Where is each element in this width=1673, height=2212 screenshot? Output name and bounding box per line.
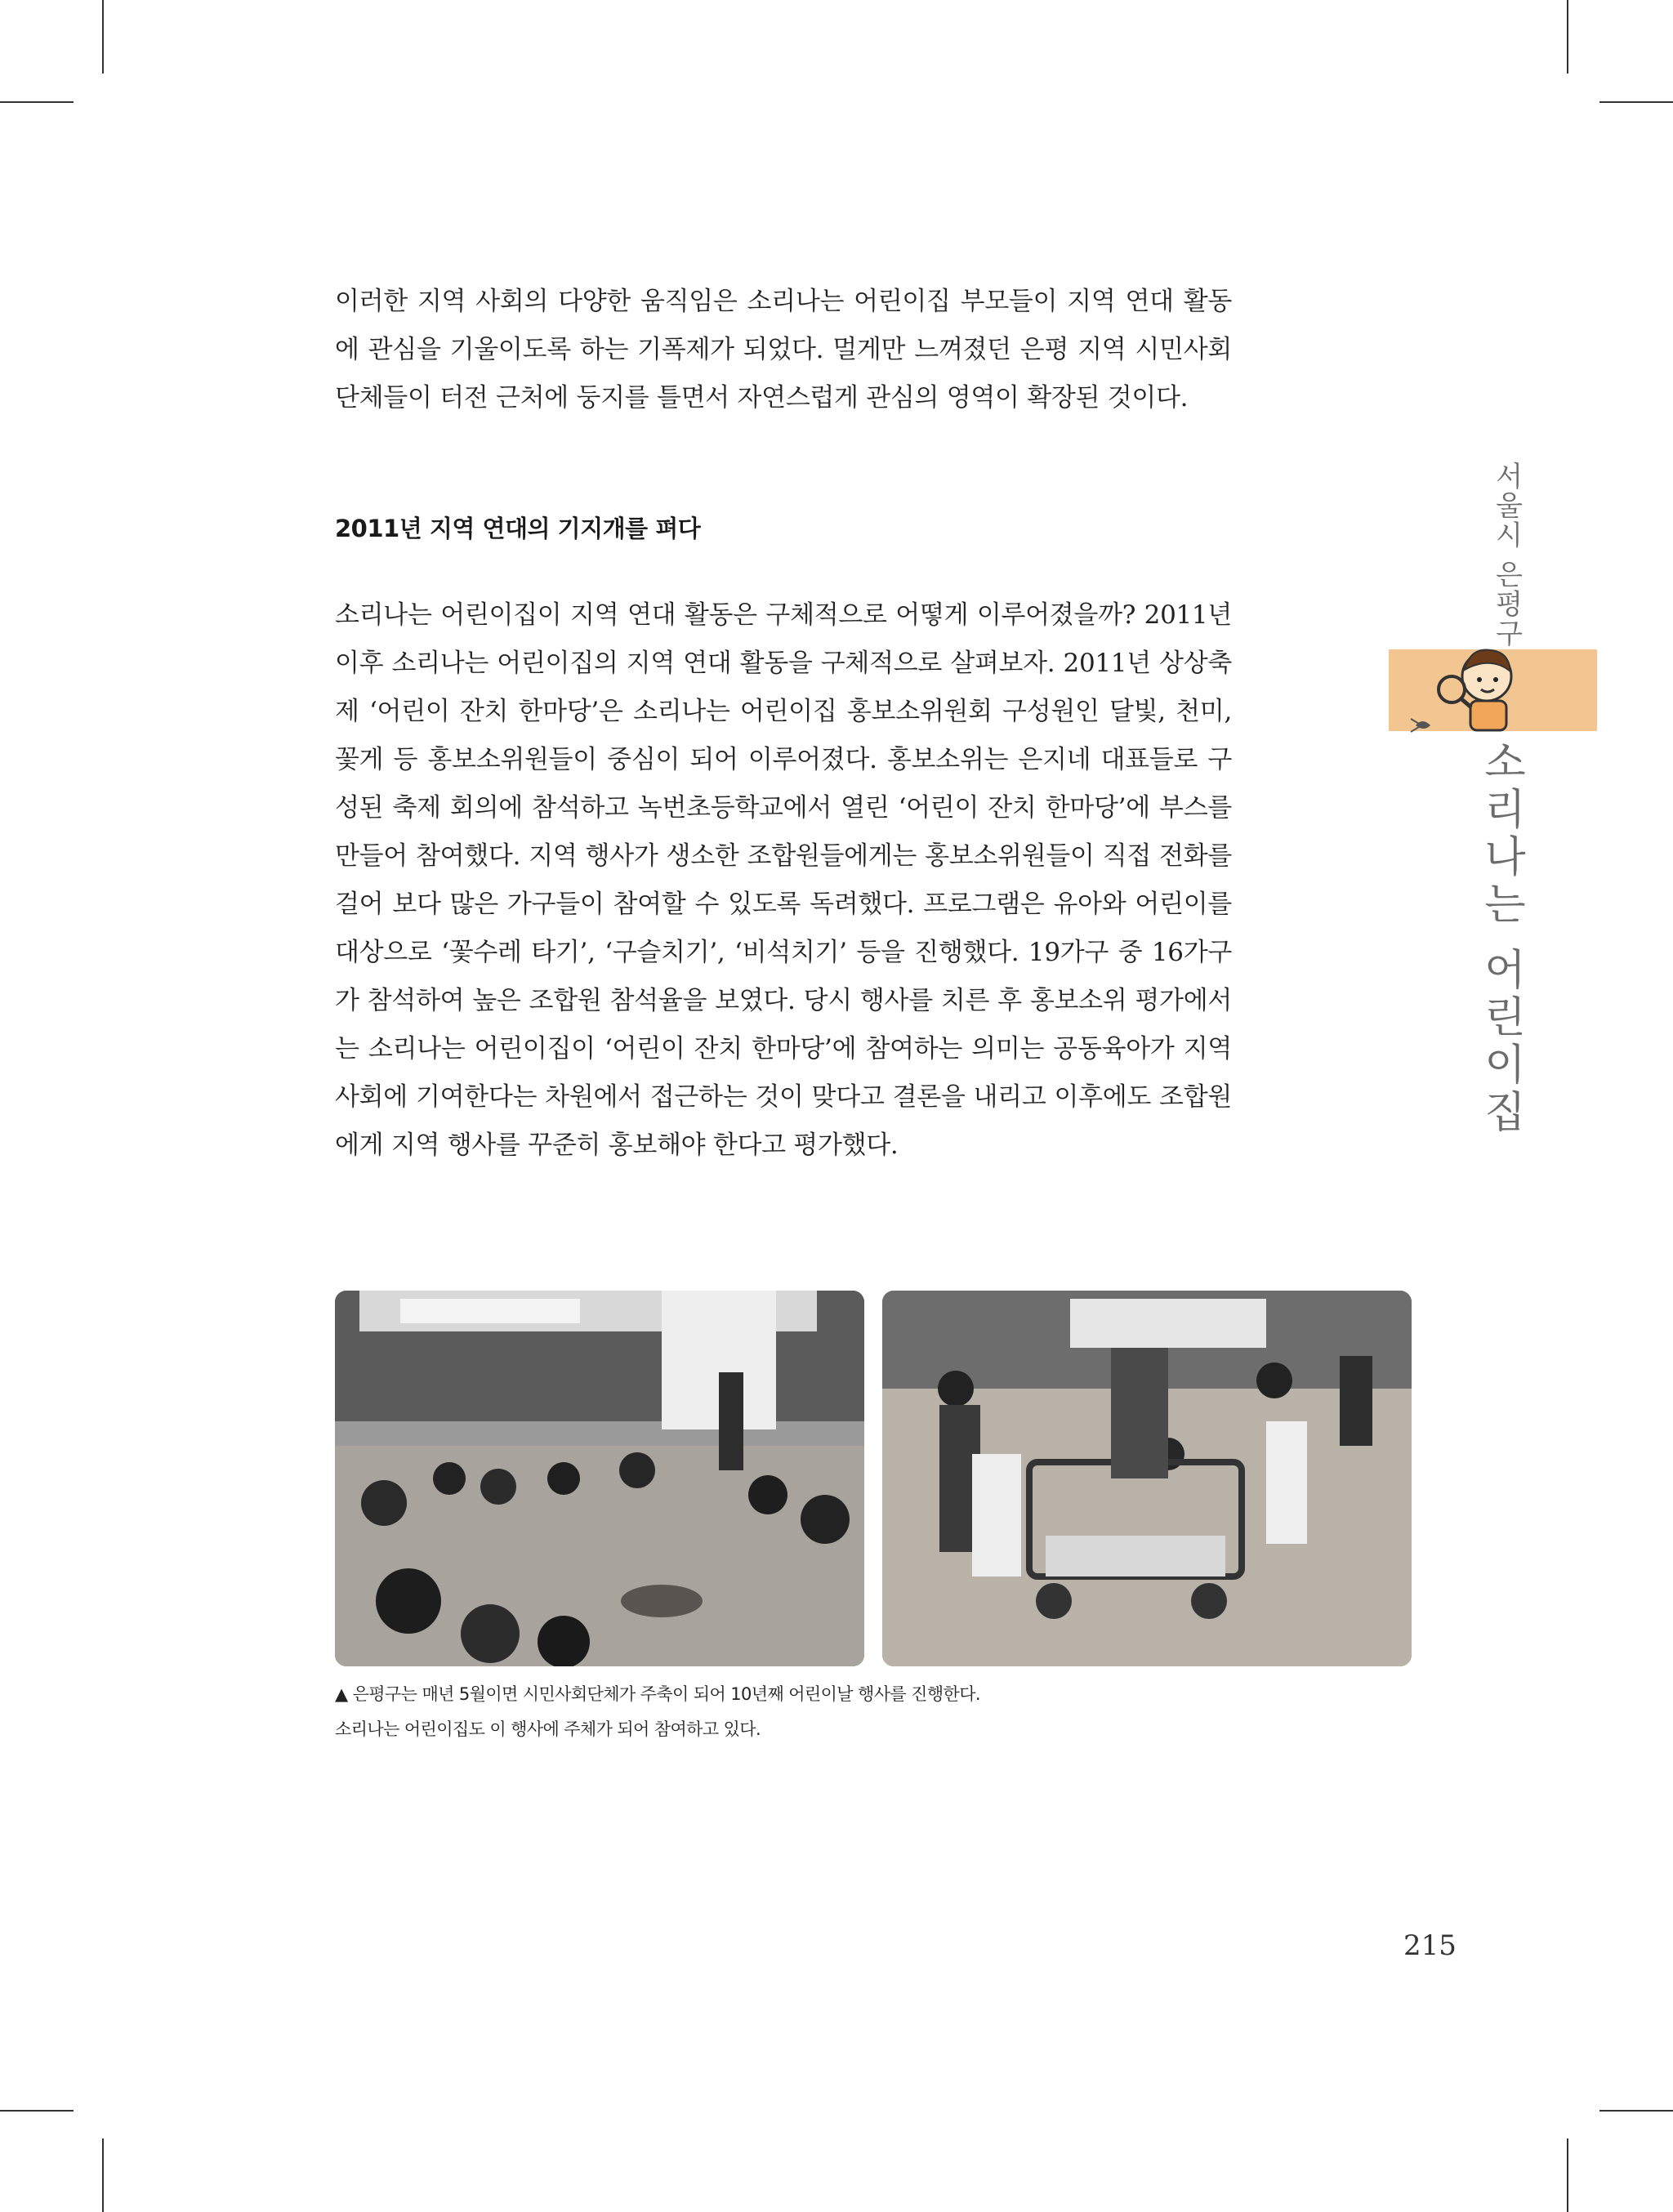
body-paragraph: 소리나는 어린이집이 지역 연대 활동은 구체적으로 어떻게 이루어졌을까? 2011년 이후 소리나는 어린이집의 지역 연대 활동을 구체적으로 살펴보자. 2011년 상상축제 ‘어린이 잔치 한마당’은 소리나는 어린이집 홍보소위원회 구성원인 달빛, 천미, 꽃게 등 홍보소위원들이 중심이 되어 이루어졌다. 홍보소위는 은지네 대표들로 구성된 축제 회의에 참석하고 녹번초등학교에서 열린 ‘어린이 잔치 한마당’에 부스를 만들어 참여했다. 지역 행사가 생소한 조합원들에게는 홍보소위원들이 직접 전화를 걸어 보다 많은 가구들이 참여할 수 있도록 독려했다. 프로그램은 유아와 어린이를 대상으로 ‘꽃수레 타기’, ‘구슬치기’, ‘비석치기’ 등을 진행했다. 19가구 중 16가구가 참석하여 높은 조합원 참석율을 보였다. 당시 행사를 치른 후 홍보소위 평가에서는 소리나는 어린이집이 ‘어린이 잔치 한마당’에 참여하는 의미는 공동육아가 지역사회에 기여한다는 차원에서 접근하는 것이 맞다고 결론을 내리고 이후에도 조합원에게 지역 행사를 꾸준히 홍보해야 한다고 평가했다. [335,600,1232,1160]
event-photo-left [335,1291,864,1666]
sidebar-region-label: 서울시 은평구 [1490,462,1523,649]
mascot-illustration [1401,637,1540,743]
crop-mark [102,0,104,74]
section-heading: 2011년 지역 연대의 기지개를 펴다 [335,515,701,542]
crop-mark [1567,0,1568,74]
crop-mark [1567,2138,1568,2212]
crop-mark [0,101,74,103]
photo-caption: 소리나는 어린이집도 이 행사에 주체가 되어 참여하고 있다. [335,1719,761,1739]
crop-mark [1599,101,1673,103]
crop-mark [0,2110,74,2112]
sidebar-book-title: 소리나는 어린이집 [1476,739,1525,1137]
photo-caption: ▲ 은평구는 매년 5월이면 시민사회단체가 주축이 되어 10년째 어린이날 행사를 진행한다. [335,1684,980,1704]
crop-mark [1599,2110,1673,2112]
page-number: 215 [1403,1929,1457,1962]
body-paragraph: 이러한 지역 사회의 다양한 움직임은 소리나는 어린이집 부모들이 지역 연대 활동에 관심을 기울이도록 하는 기폭제가 되었다. 멀게만 느껴졌던 은평 지역 시민사회단체들이 터전 근처에 둥지를 틀면서 자연스럽게 관심의 영역이 확장된 것이다. [335,287,1232,413]
crop-mark [102,2138,104,2212]
event-photo-right [882,1291,1412,1666]
